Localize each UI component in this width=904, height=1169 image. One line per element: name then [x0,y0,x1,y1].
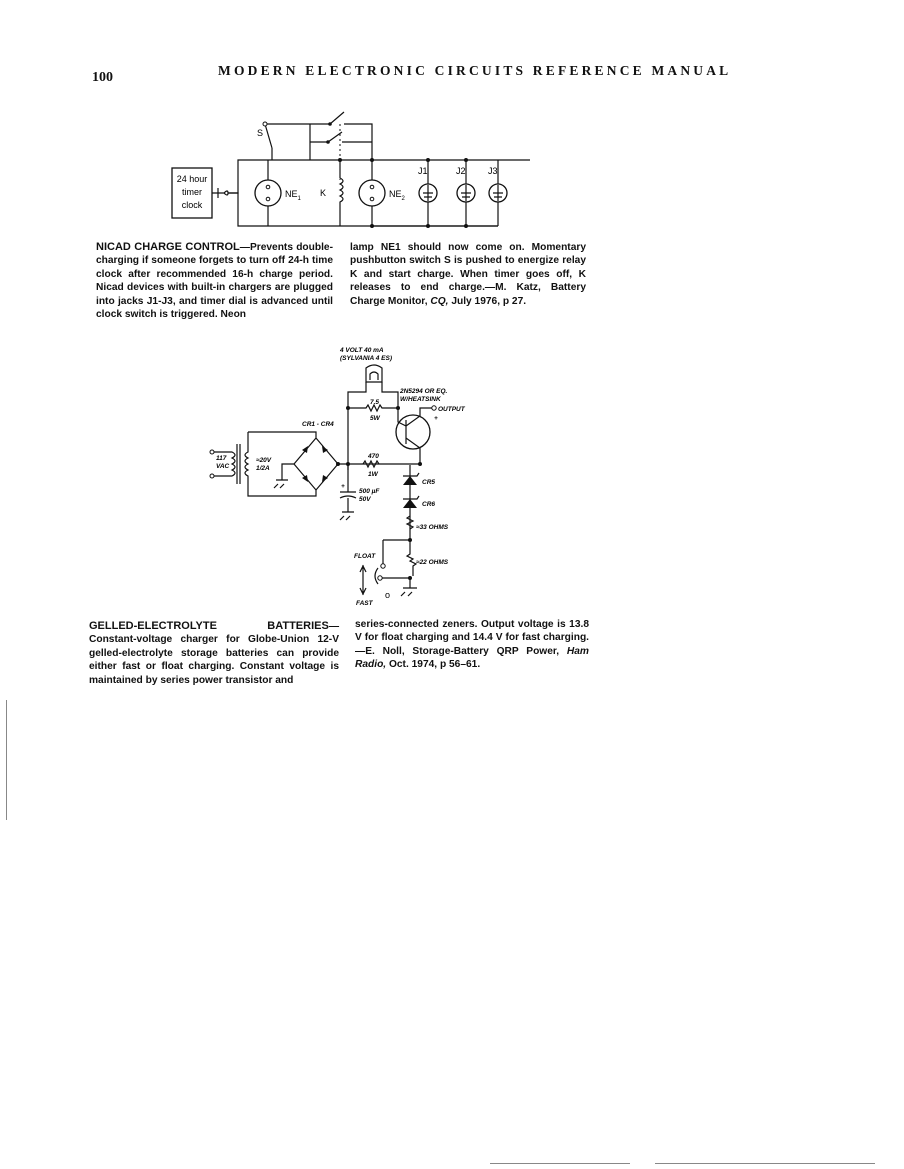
article2-col1 [89,620,339,687]
transistor-2n5294 [396,415,430,449]
timer-label-2: timer [182,187,202,197]
article2-tail: Oct. 1974, p 56–61. [386,659,481,671]
svg-text:J3: J3 [488,166,498,176]
capacitor-500uf [340,464,356,520]
scan-margin-mark [6,700,7,820]
article2-col2 [355,618,589,672]
article2-source: Ham Radio, [355,645,589,671]
transformer-secondary [245,432,316,496]
article1-body-2: lamp NE1 should now come on. Momentary pushbutton switch S is pushed to energize relay K and start charge. When timer goes off, K releases to end charge.—M. Katz, Battery Charge Monitor, [350,242,586,307]
ac-label-1: 117 [216,455,227,462]
svg-text:7.5: 7.5 [370,399,380,406]
zener-cr6 [403,499,417,508]
lamp-label-2: (SYLVANIA 4 ES) [340,355,393,362]
article2-body-1: —Constant-voltage charger for Globe-Union 12-V gelled-electrolyte storage batteries can provide either fast or float charging. Constant voltage is maintained by series power transistor and [89,621,339,686]
ne2-lamp [359,180,385,206]
relay-contact-2 [310,132,372,142]
svg-text:CR6: CR6 [422,501,436,508]
relay-coil [340,160,343,226]
top-bus [228,160,530,193]
svg-text:+: + [341,483,345,490]
lamp-label-1: 4 VOLT 40 mA [340,347,384,354]
scan-bottom-rule-1 [490,1163,630,1164]
svg-text:50V: 50V [359,496,371,503]
fast-label: FAST [356,600,373,607]
switch-s-label: S [257,128,264,138]
jack-j1 [418,160,437,226]
svg-text:≈33 OHMS: ≈33 OHMS [416,524,449,531]
gelled-charger-schematic [198,340,518,615]
svg-text:470: 470 [368,453,379,460]
article2-title: GELLED-ELECTROLYTE BATTERIES [89,620,329,632]
timer-label-3: clock [181,200,203,210]
article1-source: CQ, [430,295,449,307]
transistor-label-2: W/HEATSINK [400,396,441,403]
article1-title: NICAD CHARGE CONTROL [96,241,240,253]
svg-text:5W: 5W [370,415,380,422]
pilot-lamp [366,365,382,382]
xfmr-label-2: 1/2A [256,465,270,472]
page-number: 100 [92,70,113,85]
svg-text:CR5: CR5 [422,479,436,486]
ne1-label: $NE_1$ [285,189,301,202]
running-title: MODERN ELECTRONIC CIRCUITS REFERENCE MANUAL [218,63,732,78]
ac-label-2: VAC [216,463,230,470]
transistor-label-1: 2N5294 OR EQ. [400,388,448,395]
article2-body-2: series-connected zeners. Output voltage is 13.8 V for float charging and 14.4 V for fast charging.—E. Noll, Storage-Battery QRP Power, [355,619,589,657]
jack-j2 [456,160,475,226]
svg-text:1W: 1W [368,471,378,478]
article1-col2 [350,241,586,308]
ne1-lamp [255,180,281,206]
bridge-label: CR1 - CR4 [302,421,334,428]
relay-k-label: K [320,188,327,198]
bridge-ground [274,464,294,488]
ne2-label: $NE_2$ [389,189,405,202]
svg-text:J2: J2 [456,166,466,176]
timer-label-1: 24 hour [176,174,208,184]
article1-body-1: —Prevents double-charging if someone forgets to turn off 24-h time clock after recommended 16-h charge period. Nicad devices with built-in chargers are plugged into jacks J1-J3, and timer dial is advanced until clock switch is triggered. Neon [96,242,333,321]
output-label: OUTPUT [438,406,465,413]
article1-col1 [96,241,333,321]
relay-contact-1 [310,112,372,160]
zener-cr5 [403,476,417,485]
switch-s [265,124,310,160]
resistor-22 [383,540,416,576]
svg-text:≈22 OHMS: ≈22 OHMS [416,559,449,566]
float-label: FLOAT [354,553,376,560]
scan-bottom-rule-2 [655,1163,875,1164]
timer-plug [212,188,228,198]
svg-text:o: o [385,590,391,600]
float-fast-switch [378,576,382,580]
svg-text:500 µF: 500 µF [359,488,380,495]
svg-text:J1: J1 [418,166,428,176]
jack-j3 [488,160,507,226]
output-plus: + [434,415,438,422]
nicad-charge-schematic [160,100,530,235]
article1-tail: July 1976, p 27. [448,295,527,307]
xfmr-label-1: ≈20V [256,457,272,464]
